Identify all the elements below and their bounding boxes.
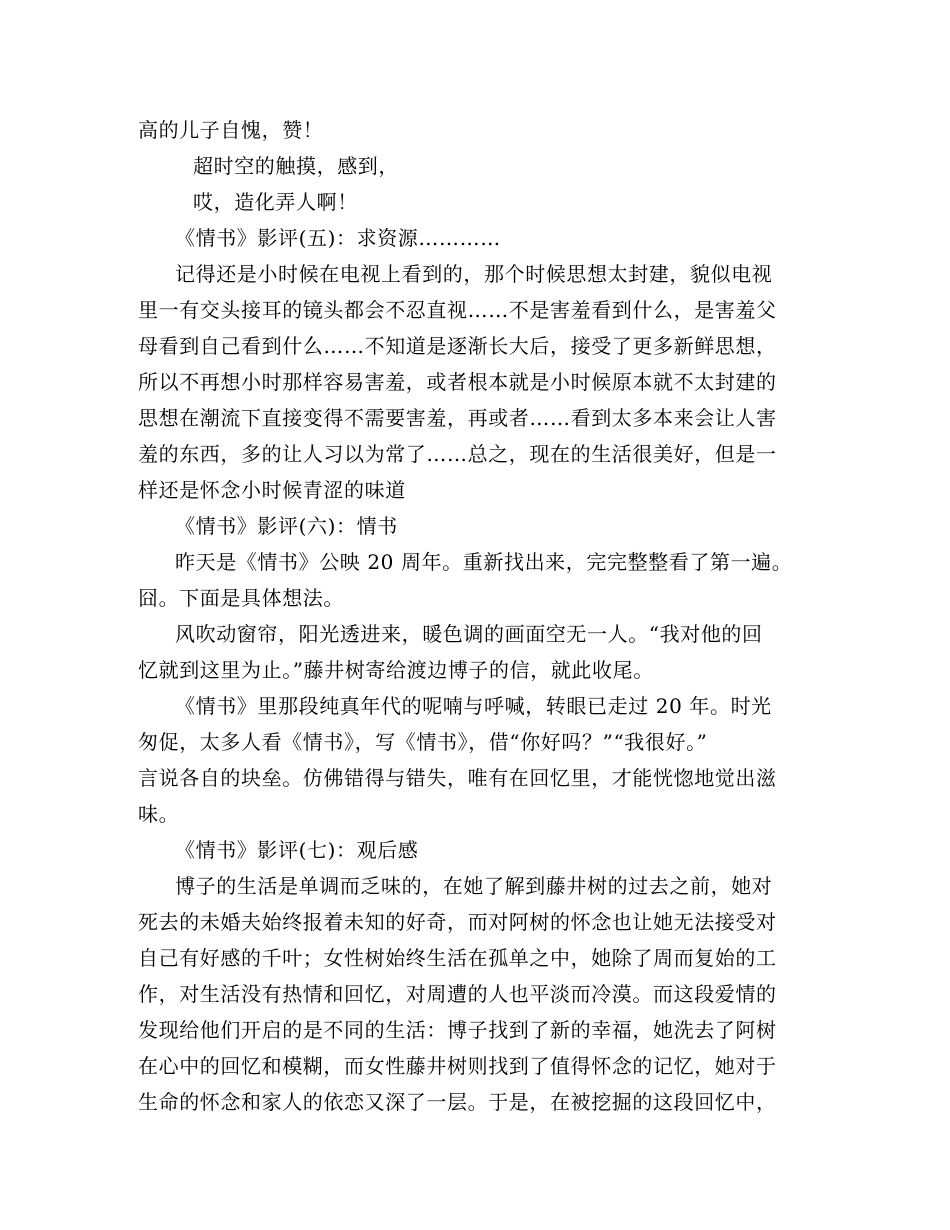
text-line: 昨天是《情书》公映 20 周年。重新找出来，完完整整看了第一遍。: [175, 550, 793, 574]
text-line: 发现给他们开启的是不同的生活：博子找到了新的幸福，她洗去了阿树: [138, 1018, 777, 1042]
text-line: 样还是怀念小时候青涩的味道: [138, 478, 406, 502]
text-line: 自己有好感的千叶；女性树始终生活在孤单之中，她除了周而复始的工: [138, 946, 777, 970]
section-heading: 《情书》影评(五)：求资源…………: [175, 226, 501, 250]
text-line: 思想在潮流下直接变得不需要害羞，再或者……看到太多本来会让人害: [138, 406, 777, 430]
text-line: 囧。下面是具体想法。: [138, 586, 344, 610]
text-line: 超时空的触摸，感到，: [193, 154, 399, 178]
section-heading: 《情书》影评(六)：情书: [175, 514, 398, 538]
text-line: 风吹动窗帘，阳光透进来，暖色调的画面空无一人。“我对他的回: [175, 622, 763, 646]
text-line: 博子的生活是单调而乏味的，在她了解到藤井树的过去之前，她对: [175, 874, 773, 898]
text-line: 《情书》里那段纯真年代的呢喃与呼喊，转眼已走过 20 年。时光: [175, 694, 772, 718]
text-line: 忆就到这里为止。”藤井树寄给渡边博子的信，就此收尾。: [138, 658, 654, 682]
text-line: 哎，造化弄人啊！: [193, 190, 358, 214]
text-line: 生命的怀念和家人的依恋又深了一层。于是，在被挖掘的这段回忆中，: [138, 1090, 777, 1114]
text-line: 在心中的回忆和模糊，而女性藤井树则找到了值得怀念的记忆，她对于: [138, 1054, 777, 1078]
text-line: 言说各自的块垒。仿佛错得与错失，唯有在回忆里，才能恍惚地觉出滋: [138, 766, 777, 790]
text-line: 母看到自己看到什么……不知道是逐渐长大后，接受了更多新鲜思想，: [138, 334, 777, 358]
text-line: 所以不再想小时那样容易害羞，或者根本就是小时候原本就不太封建的: [138, 370, 777, 394]
text-line: 里一有交头接耳的镜头都会不忍直视……不是害羞看到什么，是害羞父: [138, 298, 777, 322]
text-line: 味。: [138, 802, 180, 826]
text-line: 羞的东西，多的让人习以为常了……总之，现在的生活很美好，但是一: [138, 442, 777, 466]
text-line: 作，对生活没有热情和回忆，对周遭的人也平淡而冷漠。而这段爱情的: [138, 982, 777, 1006]
text-line: 记得还是小时候在电视上看到的，那个时候思想太封建，貌似电视: [175, 262, 773, 286]
text-line: 匆促，太多人看《情书》，写《情书》，借“你好吗？”“我很好。”: [138, 730, 708, 754]
text-line: 高的儿子自愧，赞！: [138, 118, 324, 142]
section-heading: 《情书》影评(七)：观后感: [175, 838, 419, 862]
text-line: 死去的未婚夫始终报着未知的好奇，而对阿树的怀念也让她无法接受对: [138, 910, 777, 934]
